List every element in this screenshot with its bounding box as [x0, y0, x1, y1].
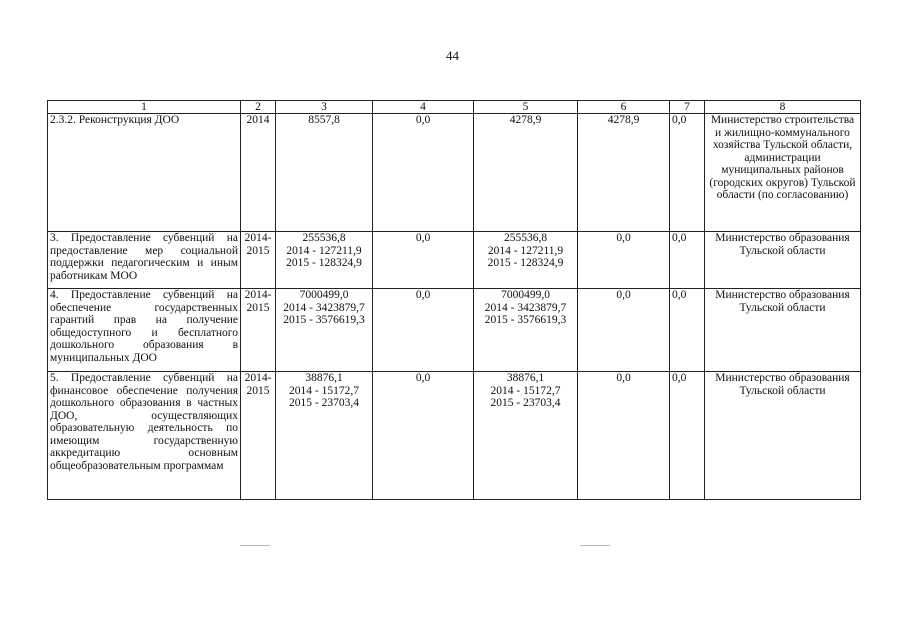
total-2014: 2014 - 3423879,7 — [283, 301, 365, 314]
row-col7: 0,0 — [670, 289, 705, 372]
col5-2014: 2014 - 127211,9 — [487, 244, 564, 257]
col5-value: 255536,8 — [503, 232, 548, 244]
total-2014: 2014 - 15172,7 — [289, 384, 359, 397]
table-row — [48, 289, 861, 372]
col5-value: 4278,9 — [509, 114, 542, 126]
row-col5 — [474, 114, 578, 232]
col5-2015: 2015 - 128324,9 — [487, 257, 564, 269]
header-cell: 5 — [474, 101, 578, 114]
page-number: 44 — [446, 48, 459, 63]
header-cell: 4 — [373, 101, 474, 114]
col5-value: 7000499,0 — [501, 289, 550, 301]
total-value: 8557,8 — [308, 114, 340, 126]
table-row — [48, 114, 861, 232]
col5-value: 38876,1 — [506, 372, 545, 384]
row-col5 — [474, 289, 578, 372]
row-years: 2014-2015 — [241, 232, 276, 289]
row-name: 4. Предоставление субвенций на обеспечение государственных гарантий прав на получение общедоступного и бесплатного дошкольного образования в муниципальных ДОО — [48, 289, 241, 372]
row-col6: 4278,9 — [578, 114, 670, 232]
row-col6: 0,0 — [578, 372, 670, 500]
row-col7: 0,0 — [670, 372, 705, 500]
row-name: 3. Предоставление субвенций на предоставление мер социальной поддержки педагогическим и иным работникам МОО — [48, 232, 241, 289]
header-cell: 8 — [705, 101, 861, 114]
row-col6: 0,0 — [578, 289, 670, 372]
row-years: 2014 — [241, 114, 276, 232]
table-row — [48, 372, 861, 500]
row-col4: 0,0 — [373, 372, 474, 500]
row-name: 5. Предоставление субвенций на финансовое обеспечение получения дошкольного образования в частных ДОО, осуществляющих образовательную деятельность по имеющим государственную аккредитацию основным общеобразовательным программам — [48, 372, 241, 500]
row-col4: 0,0 — [373, 289, 474, 372]
scan-mark — [240, 545, 270, 546]
header-cell: 1 — [48, 101, 241, 114]
row-col5 — [474, 372, 578, 500]
row-executor: Министерство образования Тульской области — [705, 232, 861, 289]
header-cell: 6 — [578, 101, 670, 114]
total-value: 7000499,0 — [299, 289, 349, 301]
table-header — [48, 101, 861, 114]
col5-2014: 2014 - 15172,7 — [490, 384, 561, 397]
total-2014: 2014 - 127211,9 — [286, 244, 362, 257]
header-cell: 2 — [241, 101, 276, 114]
total-2015: 2015 - 3576619,3 — [283, 314, 365, 326]
row-total — [276, 289, 373, 372]
col5-2014: 2014 - 3423879,7 — [484, 301, 567, 314]
row-col4: 0,0 — [373, 232, 474, 289]
col5-2015: 2015 - 23703,4 — [490, 397, 561, 409]
header-cell: 7 — [670, 101, 705, 114]
header-cell: 3 — [276, 101, 373, 114]
row-years: 2014-2015 — [241, 372, 276, 500]
row-col7: 0,0 — [670, 114, 705, 232]
row-executor: Министерство образования Тульской области — [705, 289, 861, 372]
row-col4: 0,0 — [373, 114, 474, 232]
row-years: 2014-2015 — [241, 289, 276, 372]
row-total — [276, 232, 373, 289]
row-executor: Министерство образования Тульской области — [705, 372, 861, 500]
total-value: 255536,8 — [302, 232, 346, 244]
budget-table — [47, 100, 861, 500]
table-row — [48, 232, 861, 289]
total-2015: 2015 - 23703,4 — [289, 397, 359, 409]
row-executor: Министерство строительства и жилищно-коммунального хозяйства Тульской области, администрации муниципальных районов (городских округов) Тульской области (по согласованию) — [705, 114, 861, 232]
total-value: 38876,1 — [305, 372, 343, 384]
row-col5 — [474, 232, 578, 289]
row-col6: 0,0 — [578, 232, 670, 289]
row-total — [276, 114, 373, 232]
col5-2015: 2015 - 3576619,3 — [484, 314, 567, 326]
total-2015: 2015 - 128324,9 — [286, 257, 362, 269]
row-name: 2.3.2. Реконструкция ДОО — [48, 114, 241, 232]
row-total — [276, 372, 373, 500]
scan-mark — [580, 545, 610, 546]
row-col7: 0,0 — [670, 232, 705, 289]
